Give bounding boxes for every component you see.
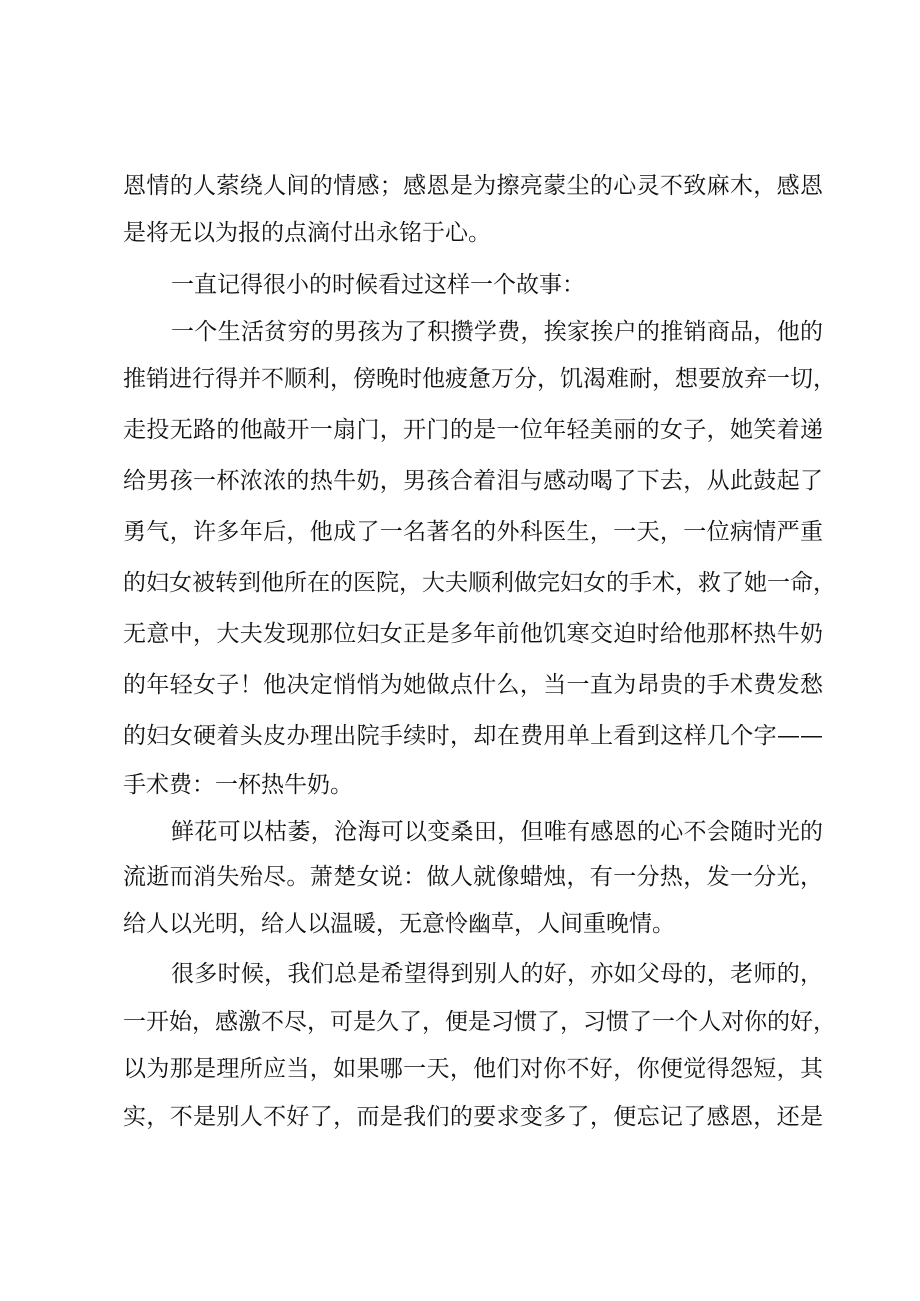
text-line: 的妇女被转到他所在的医院，大夫顺利做完妇女的手术，救了她一命， (123, 570, 836, 596)
text-line: 给人以光明，给人以温暖，无意怜幽草，人间重晚情。 (123, 911, 675, 937)
text-line: 推销进行得并不顺利，傍晚时他疲惫万分，饥渴难耐，想要放弃一切， (123, 366, 836, 392)
text-line: 以为那是理所应当，如果哪一天，他们对你不好，你便觉得怨短，其 (123, 1056, 823, 1082)
text-line: 走投无路的他敲开一扇门，开门的是一位年轻美丽的女子，她笑着递 (123, 417, 823, 443)
text-line: 无意中，大夫发现那位妇女正是多年前他饥寒交迫时给他那杯热牛奶 (123, 621, 823, 647)
text-line: 鲜花可以枯萎，沧海可以变桑田，但唯有感恩的心不会随时光的 (171, 819, 823, 845)
text-line: 给男孩一杯浓浓的热牛奶，男孩合着泪与感动喝了下去，从此鼓起了 (123, 468, 823, 494)
text-line: 的妇女硬着头皮办理出院手续时，却在费用单上看到这样几个字—— (123, 723, 823, 749)
text-line: 实，不是别人不好了，而是我们的要求变多了，便忘记了感恩，还是 (123, 1104, 823, 1130)
text-line: 一开始，感激不尽，可是久了，便是习惯了，习惯了一个人对你的好， (123, 1009, 836, 1035)
text-line: 手术费：一杯热牛奶。 (123, 772, 353, 798)
text-line: 很多时候，我们总是希望得到别人的好，亦如父母的，老师的， (171, 961, 823, 987)
text-line: 勇气，许多年后，他成了一名著名的外科医生，一天，一位病情严重 (123, 519, 823, 545)
text-line: 是将无以为报的点滴付出永铭于心。 (123, 220, 491, 246)
text-line: 的年轻女子！他决定悄悄为她做点什么，当一直为昂贵的手术费发愁 (123, 672, 823, 698)
text-line: 恩情的人萦绕人间的情感；感恩是为擦亮蒙尘的心灵不致麻木，感恩 (123, 173, 823, 199)
text-line: 一直记得很小的时候看过这样一个故事： (171, 272, 585, 298)
text-line: 流逝而消失殆尽。萧楚女说：做人就像蜡烛，有一分热，发一分光， (123, 864, 823, 890)
text-line: 一个生活贫穷的男孩为了积攒学费，挨家挨户的推销商品，他的 (171, 319, 823, 345)
